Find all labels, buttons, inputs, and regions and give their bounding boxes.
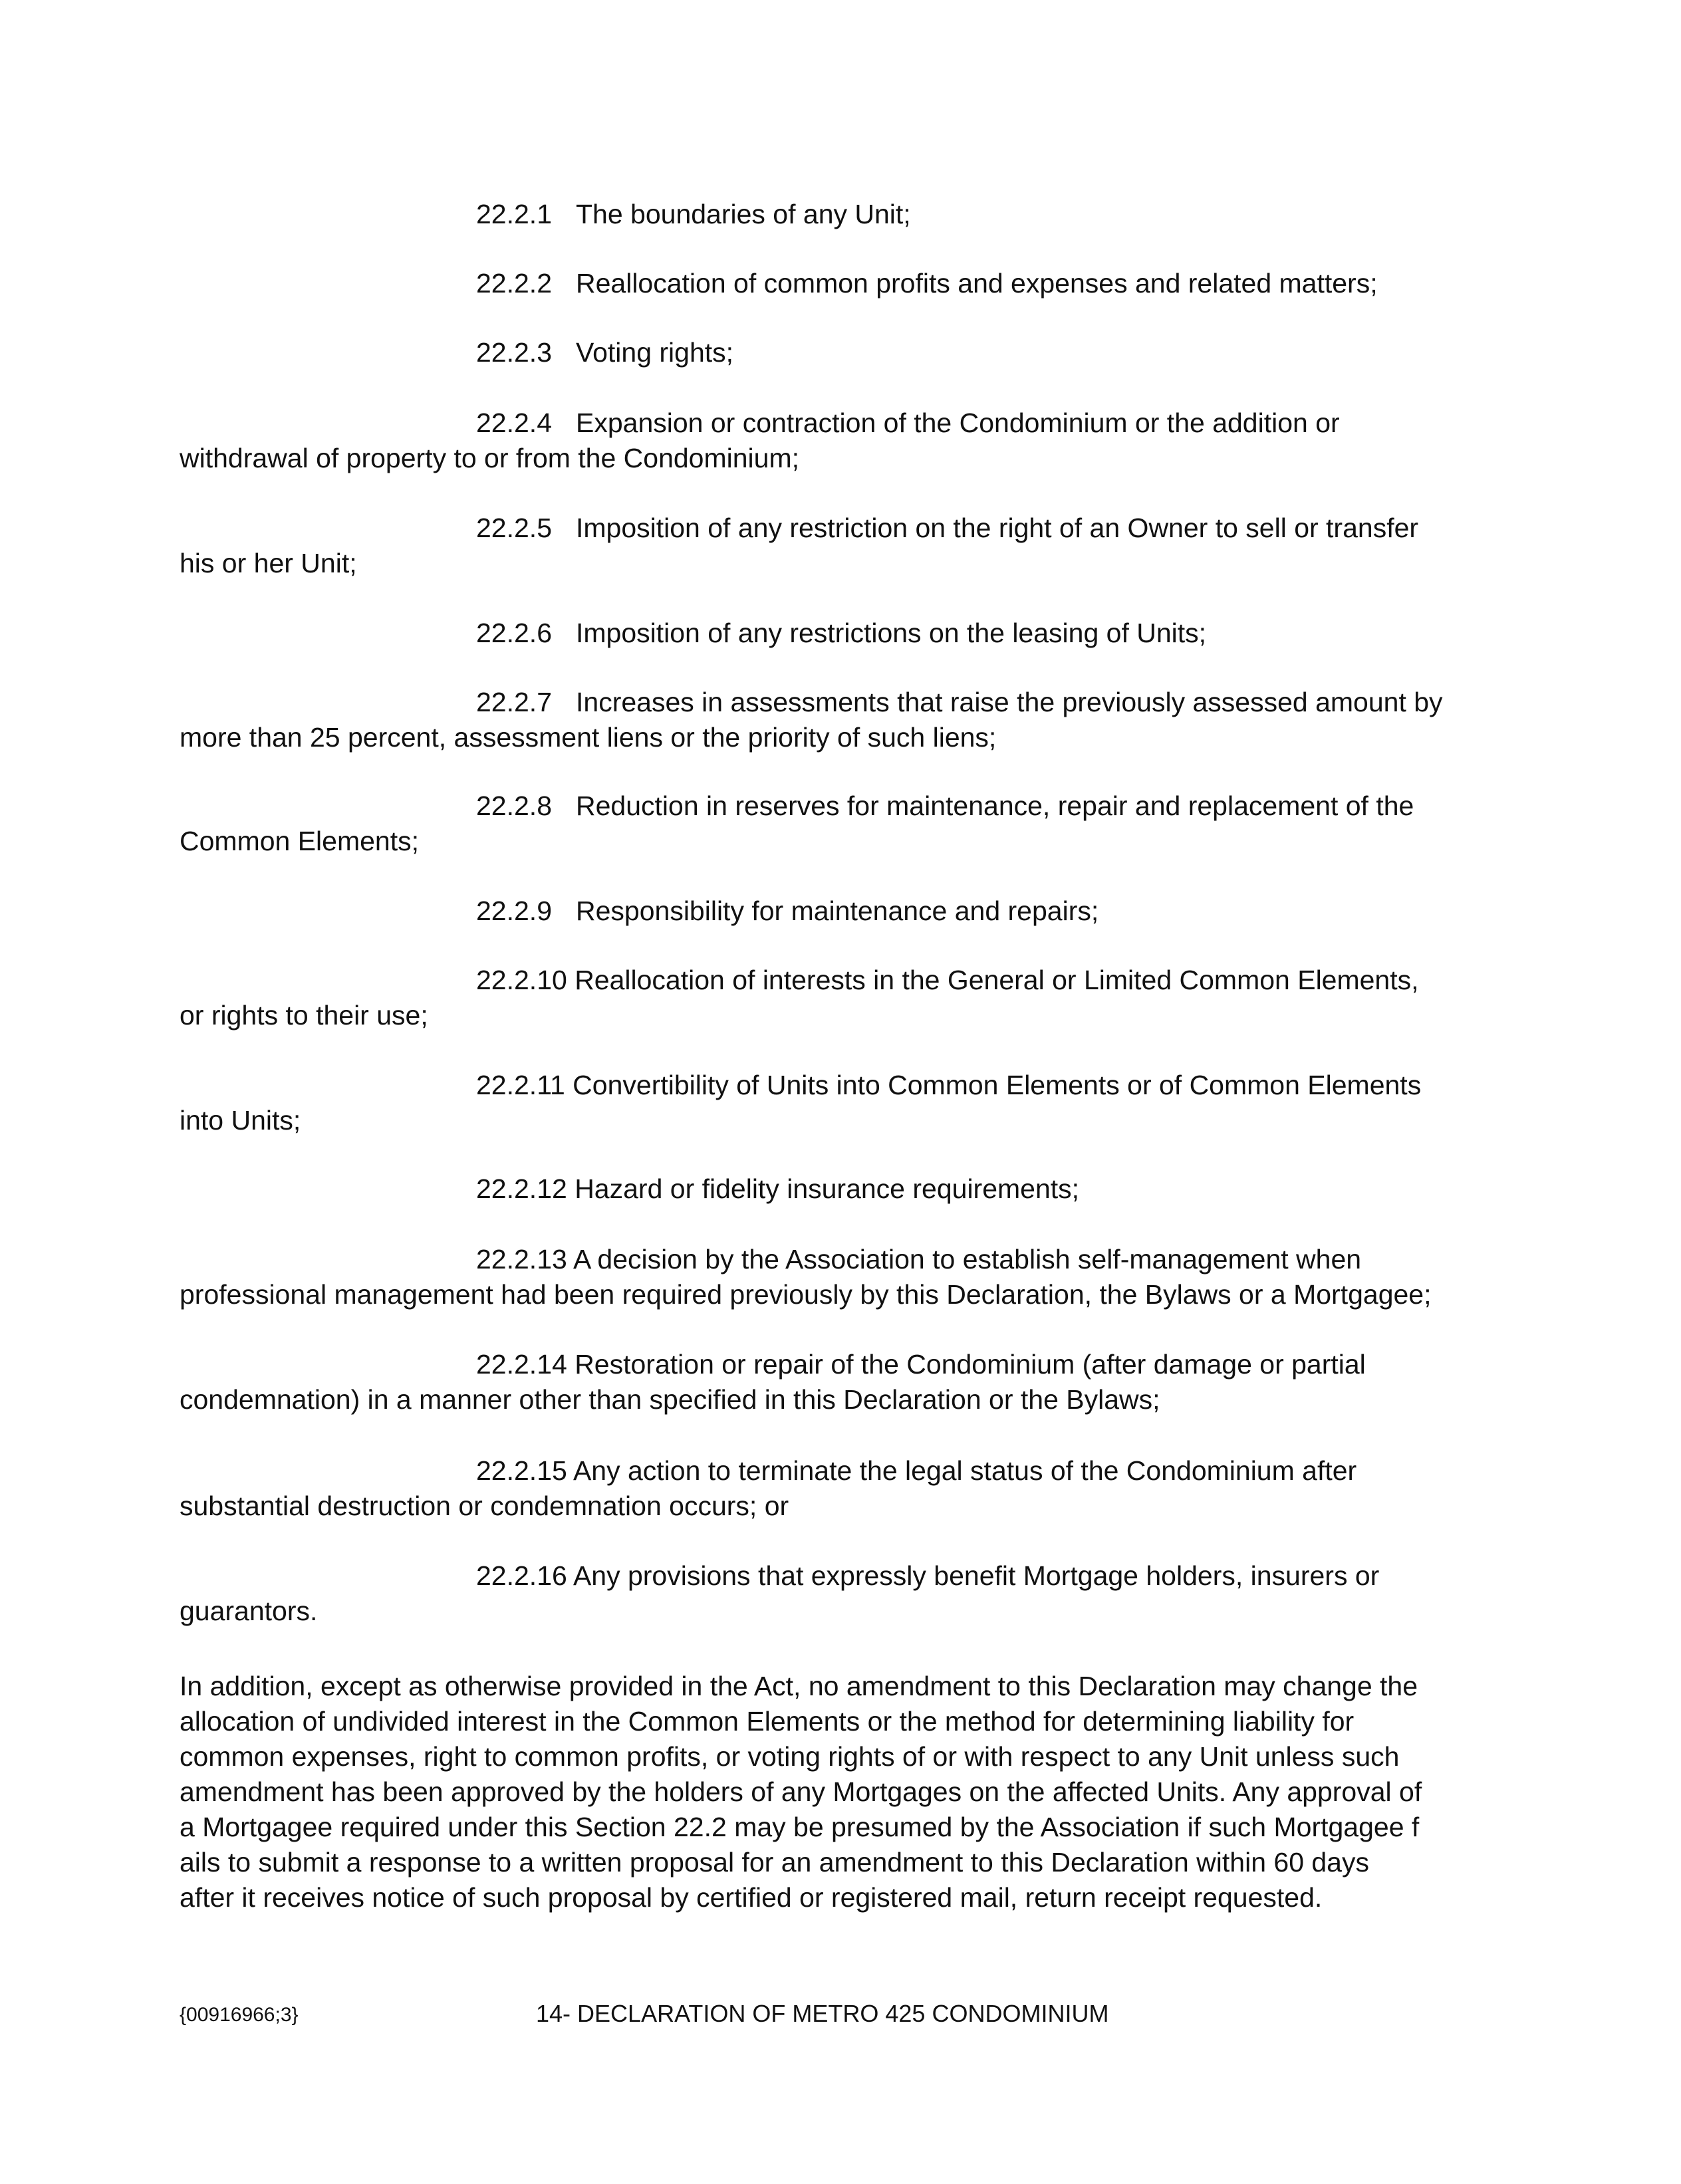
footer-page-title: 14- DECLARATION OF METRO 425 CONDOMINIUM [536, 2000, 1109, 2027]
item-text: Hazard or fidelity insurance requirements; [575, 1173, 1080, 1204]
item-continuation: guarantors. [180, 1596, 318, 1626]
item-number: 22.2.7 [476, 687, 552, 717]
item-number: 22.2.13 [476, 1244, 567, 1274]
item-number: 22.2.12 [476, 1173, 567, 1204]
paragraph-line: amendment has been approved by the holders of any Mortgages on the affected Units. Any approval of [180, 1776, 1422, 1807]
list-item [180, 197, 1483, 232]
list-item [180, 1453, 1483, 1524]
item-text: Imposition of any restriction on the right of an Owner to sell or transfer [576, 513, 1419, 543]
paragraph-line: ails to submit a response to a written proposal for an amendment to this Declaration within 60 days [180, 1847, 1369, 1878]
item-number: 22.2.3 [476, 337, 552, 368]
paragraph-line: common expenses, right to common profits, or voting rights of or with respect to any Unit unless such [180, 1741, 1400, 1772]
item-number: 22.2.15 [476, 1455, 567, 1486]
item-continuation: substantial destruction or condemnation occurs; or [180, 1491, 789, 1521]
list-item [180, 963, 1483, 1033]
item-number: 22.2.2 [476, 268, 552, 299]
item-number: 22.2.11 [476, 1070, 565, 1100]
item-text: Imposition of any restrictions on the leasing of Units; [576, 618, 1207, 648]
item-number: 22.2.14 [476, 1349, 567, 1380]
list-item [180, 789, 1483, 859]
closing-paragraph [180, 1669, 1483, 1915]
item-continuation: or rights to their use; [180, 1000, 428, 1031]
list-item [180, 616, 1483, 651]
item-continuation: Common Elements; [180, 826, 420, 856]
item-text: Expansion or contraction of the Condominium or the addition or [576, 408, 1340, 438]
item-continuation: condemnation) in a manner other than specified in this Declaration or the Bylaws; [180, 1384, 1160, 1415]
list-item [180, 511, 1483, 581]
list-item [180, 1171, 1483, 1207]
item-number: 22.2.6 [476, 618, 552, 648]
paragraph-line: allocation of undivided interest in the Common Elements or the method for determining liability for [180, 1706, 1355, 1737]
item-number: 22.2.4 [476, 408, 552, 438]
item-text: Any action to terminate the legal status of the Condominium after [573, 1455, 1357, 1486]
item-text: Reallocation of interests in the General or Limited Common Elements, [575, 965, 1419, 995]
item-number: 22.2.16 [476, 1560, 567, 1591]
item-continuation: more than 25 percent, assessment liens or the priority of such liens; [180, 722, 997, 753]
list-item [180, 1242, 1483, 1312]
item-text: Reduction in reserves for maintenance, repair and replacement of the [576, 790, 1414, 821]
item-number: 22.2.5 [476, 513, 552, 543]
item-number: 22.2.9 [476, 896, 552, 926]
paragraph-line: after it receives notice of such proposal by certified or registered mail, return receipt requested. [180, 1882, 1323, 1913]
item-text: Responsibility for maintenance and repairs; [576, 896, 1099, 926]
list-item [180, 1068, 1483, 1138]
list-item [180, 1558, 1483, 1629]
item-text: Any provisions that expressly benefit Mortgage holders, insurers or [573, 1560, 1380, 1591]
list-item [180, 894, 1483, 929]
item-text: Increases in assessments that raise the previously assessed amount by [576, 687, 1443, 717]
item-text: The boundaries of any Unit; [576, 199, 911, 229]
list-item [180, 685, 1483, 755]
list-item [180, 335, 1483, 370]
list-item [180, 406, 1483, 476]
list-item [180, 266, 1483, 301]
item-continuation: into Units; [180, 1105, 301, 1136]
item-continuation: his or her Unit; [180, 548, 357, 578]
item-text: Reallocation of common profits and expenses and related matters; [576, 268, 1378, 299]
item-number: 22.2.8 [476, 790, 552, 821]
paragraph-line: a Mortgagee required under this Section 22.2 may be presumed by the Association if such Mortgagee f [180, 1812, 1420, 1842]
list-item [180, 1347, 1483, 1417]
item-text: Convertibility of Units into Common Elements or of Common Elements [573, 1070, 1422, 1100]
paragraph-line: In addition, except as otherwise provided in the Act, no amendment to this Declaration may change the [180, 1671, 1418, 1701]
item-continuation: professional management had been required previously by this Declaration, the Bylaws or a Mortgagee; [180, 1279, 1432, 1310]
item-number: 22.2.1 [476, 199, 552, 229]
item-text: Restoration or repair of the Condominium (after damage or partial [575, 1349, 1366, 1380]
item-text: A decision by the Association to establish self-management when [573, 1244, 1362, 1274]
item-number: 22.2.10 [476, 965, 567, 995]
item-text: Voting rights; [576, 337, 734, 368]
footer-document-id: {00916966;3} [180, 2004, 299, 2026]
item-continuation: withdrawal of property to or from the Condominium; [180, 443, 800, 473]
